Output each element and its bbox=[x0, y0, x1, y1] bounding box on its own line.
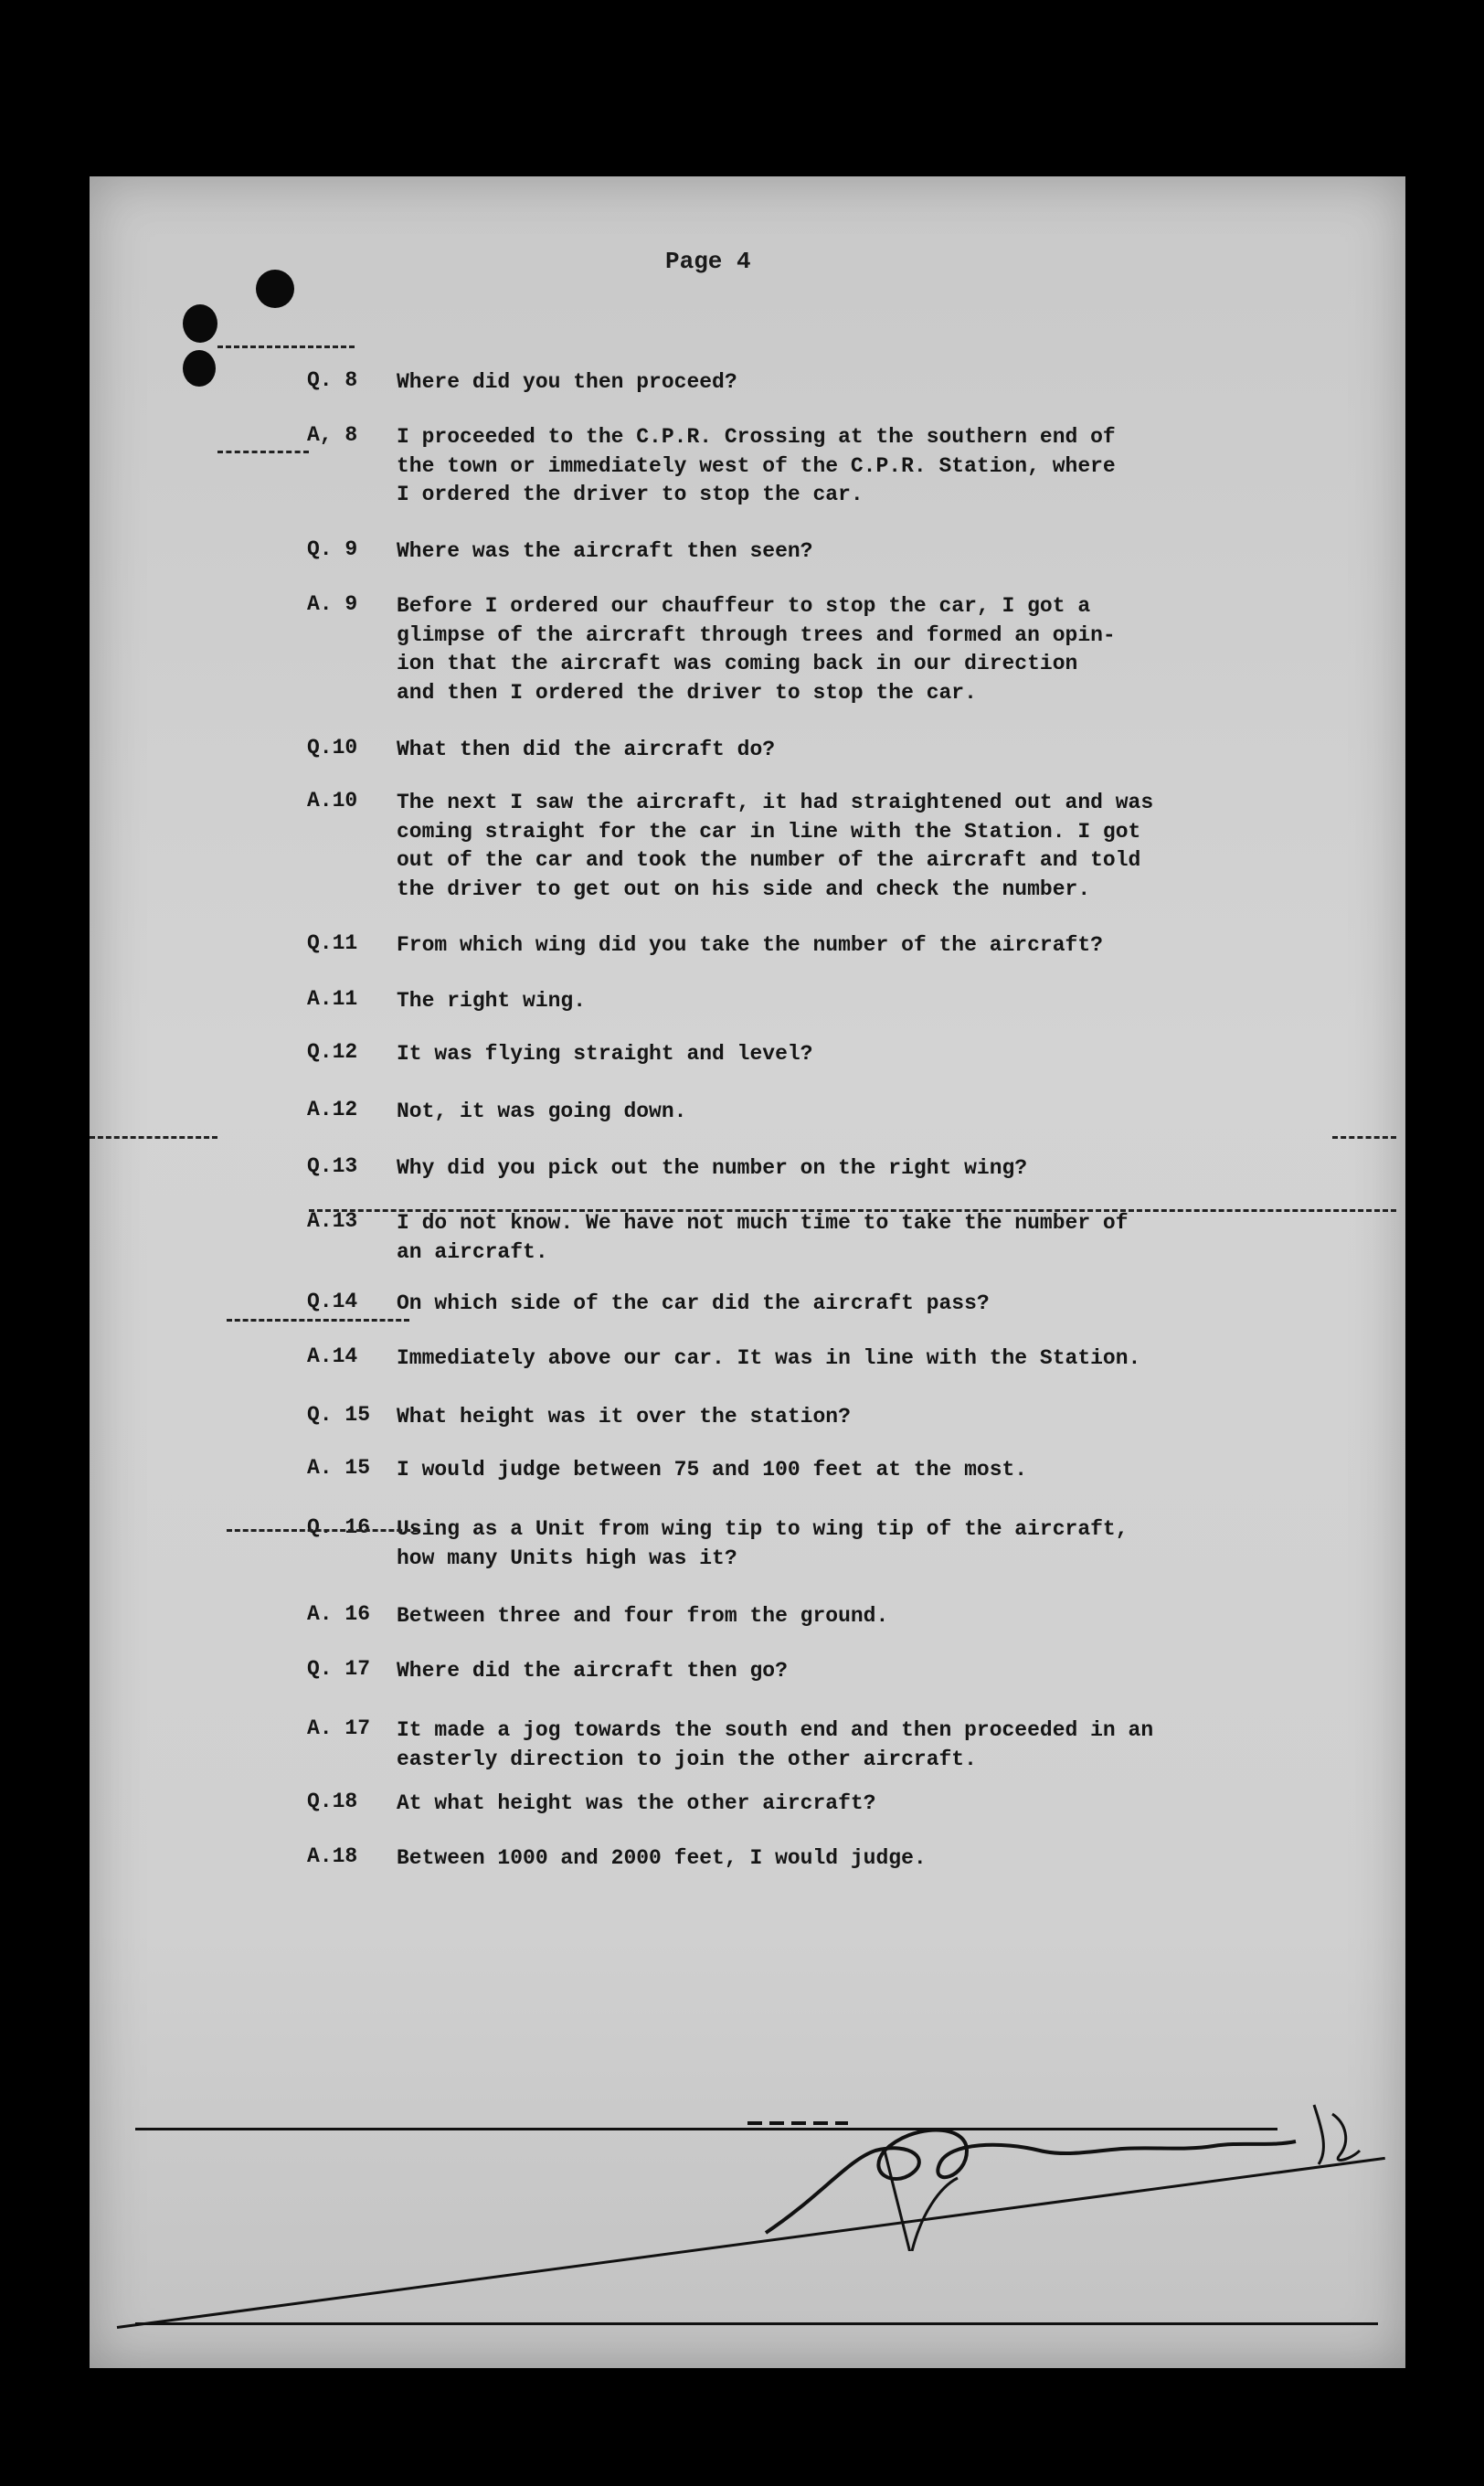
entry-line: I ordered the driver to stop the car. bbox=[397, 483, 864, 506]
entry-line: I proceeded to the C.P.R. Crossing at the southern end of bbox=[397, 425, 1116, 449]
entry-line: Immediately above our car. It was in line with the Station. bbox=[397, 1346, 1141, 1370]
entry-label: A.12 bbox=[307, 1098, 358, 1121]
entry-text bbox=[397, 931, 1310, 961]
entry-line: Where was the aircraft then seen? bbox=[397, 539, 813, 563]
entry-line: The next I saw the aircraft, it had straightened out and was bbox=[397, 791, 1154, 814]
entry-text bbox=[397, 537, 1310, 567]
entry-text bbox=[397, 736, 1310, 765]
entry-line: glimpse of the aircraft through trees and formed an opin- bbox=[397, 622, 1116, 647]
entry-label: Q.12 bbox=[307, 1040, 358, 1064]
entry-text bbox=[397, 1844, 1310, 1874]
entry-text bbox=[397, 1790, 1310, 1819]
entry-text bbox=[397, 423, 1310, 510]
entry-line: Where did the aircraft then go? bbox=[397, 1659, 788, 1683]
entry-line: At what height was the other aircraft? bbox=[397, 1791, 876, 1815]
entry-text bbox=[397, 1290, 1310, 1319]
entry-line: Not, it was going down. bbox=[397, 1100, 687, 1123]
punch-hole bbox=[256, 270, 294, 308]
entry-label: Q. 17 bbox=[307, 1657, 371, 1681]
margin-mark bbox=[217, 451, 309, 453]
margin-mark bbox=[227, 1529, 419, 1532]
entry-line: ion that the aircraft was coming back in our direction bbox=[397, 652, 1078, 675]
entry-text bbox=[397, 1344, 1310, 1374]
entry-text bbox=[397, 1154, 1310, 1184]
margin-mark bbox=[227, 1319, 409, 1322]
rule-line bbox=[135, 2128, 1277, 2130]
entry-label: A.14 bbox=[307, 1344, 358, 1368]
entry-text bbox=[397, 1098, 1310, 1127]
entry-label: A. 16 bbox=[307, 1602, 371, 1626]
entry-line: Before I ordered our chauffeur to stop the car, I got a bbox=[397, 594, 1091, 618]
entry-label: A. 17 bbox=[307, 1716, 371, 1740]
entry-line: how many Units high was it? bbox=[397, 1546, 737, 1570]
entry-line: I would judge between 75 and 100 feet at the most. bbox=[397, 1458, 1028, 1482]
entry-line: It made a jog towards the south end and then proceeded in an bbox=[397, 1718, 1154, 1742]
rule-line bbox=[135, 2322, 1378, 2325]
entry-label: A.18 bbox=[307, 1844, 358, 1868]
entry-line: Between 1000 and 2000 feet, I would judge. bbox=[397, 1846, 927, 1870]
entry-label: Q. 8 bbox=[307, 368, 358, 392]
entry-line: an aircraft. bbox=[397, 1239, 548, 1264]
entry-line: Why did you pick out the number on the right wing? bbox=[397, 1156, 1028, 1180]
entry-label: A.13 bbox=[307, 1209, 358, 1233]
entry-line: Where did you then proceed? bbox=[397, 370, 737, 394]
entry-text bbox=[397, 592, 1310, 707]
page-number: Page 4 bbox=[665, 248, 751, 275]
entry-line: The right wing. bbox=[397, 989, 587, 1013]
entry-line: From which wing did you take the number of the aircraft? bbox=[397, 933, 1103, 957]
entry-line: out of the car and took the number of the aircraft and told bbox=[397, 848, 1141, 872]
entry-label: Q. 15 bbox=[307, 1403, 371, 1427]
signature bbox=[638, 2013, 1424, 2251]
entry-label: A.11 bbox=[307, 987, 358, 1011]
entry-text bbox=[397, 789, 1310, 904]
entry-label: Q. 16 bbox=[307, 1515, 371, 1539]
entry-text bbox=[397, 987, 1310, 1016]
entry-text bbox=[397, 1456, 1310, 1485]
entry-line: I do not know. We have not much time to take the number of bbox=[397, 1211, 1129, 1235]
entry-label: Q.11 bbox=[307, 931, 358, 955]
entry-label: Q.18 bbox=[307, 1790, 358, 1813]
entry-label: Q.13 bbox=[307, 1154, 358, 1178]
margin-mark bbox=[309, 1209, 1396, 1212]
document-page bbox=[90, 176, 1405, 2368]
entry-line: Using as a Unit from wing tip to wing tip of the aircraft, bbox=[397, 1517, 1129, 1541]
entry-label: A. 15 bbox=[307, 1456, 371, 1480]
entry-label: Q.14 bbox=[307, 1290, 358, 1313]
entry-text bbox=[397, 1716, 1310, 1774]
margin-mark bbox=[217, 345, 355, 348]
entry-line: It was flying straight and level? bbox=[397, 1042, 813, 1066]
entry-label: Q.10 bbox=[307, 736, 358, 760]
margin-mark bbox=[90, 1136, 217, 1139]
entry-line: coming straight for the car in line with the Station. I got bbox=[397, 819, 1141, 844]
entry-line: and then I ordered the driver to stop the car. bbox=[397, 680, 977, 705]
entry-text bbox=[397, 1657, 1310, 1686]
entry-line: What height was it over the station? bbox=[397, 1405, 851, 1429]
entry-text bbox=[397, 1040, 1310, 1069]
entry-text bbox=[397, 368, 1310, 398]
entry-line: easterly direction to join the other aircraft. bbox=[397, 1747, 977, 1771]
entry-line: the driver to get out on his side and check the number. bbox=[397, 876, 1091, 901]
entry-label: Q. 9 bbox=[307, 537, 358, 561]
entry-label: A, 8 bbox=[307, 423, 358, 447]
entry-line: On which side of the car did the aircraft pass? bbox=[397, 1291, 990, 1315]
entry-text bbox=[397, 1515, 1310, 1573]
entry-text bbox=[397, 1209, 1310, 1267]
entry-line: Between three and four from the ground. bbox=[397, 1604, 889, 1628]
entry-label: A. 9 bbox=[307, 592, 358, 616]
entry-label: A.10 bbox=[307, 789, 358, 813]
entry-line: the town or immediately west of the C.P.R. Station, where bbox=[397, 453, 1116, 478]
punch-hole bbox=[183, 304, 217, 343]
entry-line: What then did the aircraft do? bbox=[397, 738, 776, 761]
entry-text bbox=[397, 1602, 1310, 1631]
margin-mark bbox=[1332, 1136, 1396, 1139]
entry-text bbox=[397, 1403, 1310, 1432]
punch-hole bbox=[183, 350, 216, 387]
